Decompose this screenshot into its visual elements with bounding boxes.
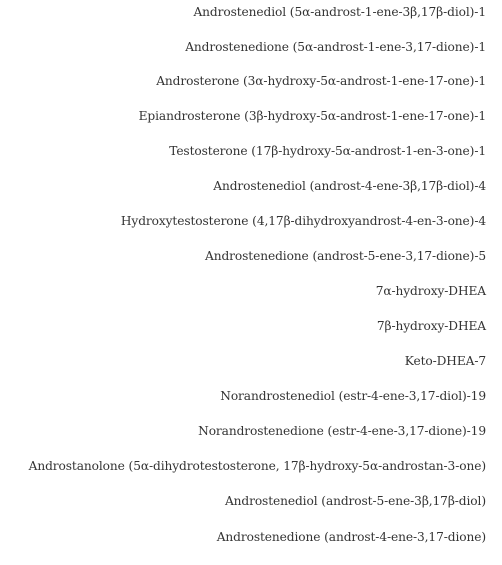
- list-item: Androstenedione (androst-4-ene-3,17-dione): [216, 530, 486, 544]
- list-item: Androstenedione (5α-androst-1-ene-3,17-dione)-1: [185, 40, 486, 54]
- list-item: 7β-hydroxy-DHEA: [376, 319, 486, 333]
- list-item: Norandrostenediol (estr-4-ene-3,17-diol)-19: [220, 389, 486, 403]
- list-item: Androstanolone (5α-dihydrotestosterone, 17β-hydroxy-5α-androstan-3-one): [28, 459, 486, 473]
- list-item: Androstenedione (androst-5-ene-3,17-dione)-5: [205, 249, 486, 263]
- list-item: Norandrostenedione (estr-4-ene-3,17-dione)-19: [198, 424, 486, 438]
- list-item: Testosterone (17β-hydroxy-5α-androst-1-en-3-one)-1: [169, 144, 486, 158]
- list-item: Androsterone (3α-hydroxy-5α-androst-1-ene-17-one)-1: [156, 74, 486, 88]
- list-item: Androstenediol (androst-5-ene-3β,17β-diol): [224, 494, 486, 508]
- list-item: Epiandrosterone (3β-hydroxy-5α-androst-1-ene-17-one)-1: [138, 109, 486, 123]
- list-item: Hydroxytestosterone (4,17β-dihydroxyandrost-4-en-3-one)-4: [120, 214, 486, 228]
- list-item: Androstenediol (androst-4-ene-3β,17β-diol)-4: [213, 179, 486, 193]
- list-item: Androstenediol (5α-androst-1-ene-3β,17β-diol)-1: [193, 5, 486, 19]
- list-item: Keto-DHEA-7: [404, 354, 486, 368]
- list-item: 7α-hydroxy-DHEA: [375, 284, 486, 298]
